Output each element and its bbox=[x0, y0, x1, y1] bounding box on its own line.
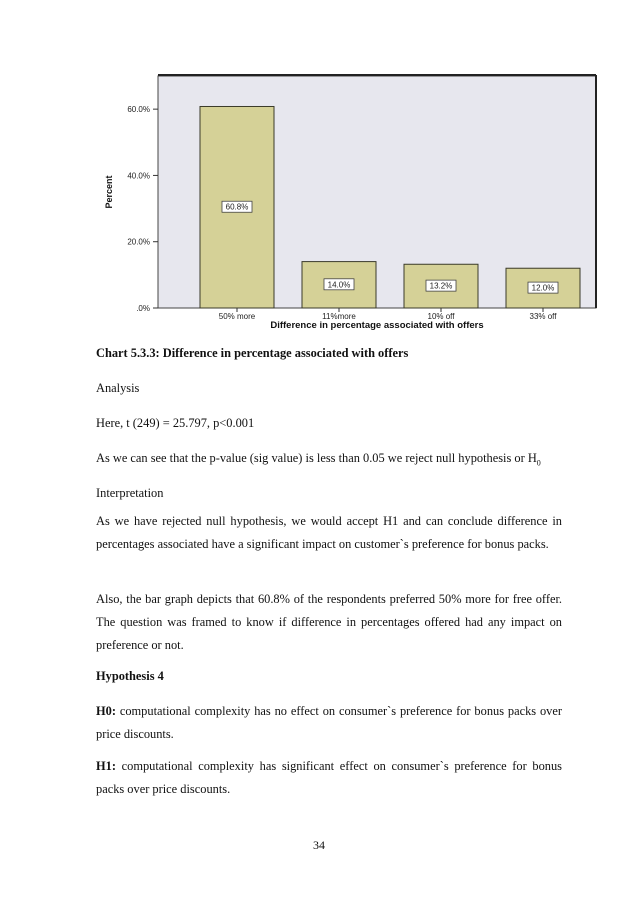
y-axis-title: Percent bbox=[104, 175, 114, 209]
bar-chart bbox=[96, 70, 600, 335]
x-tick-label: 10% off bbox=[427, 312, 455, 321]
data-label: 60.8% bbox=[225, 202, 249, 212]
y-axis bbox=[127, 105, 158, 313]
bar-graph-paragraph: Also, the bar graph depicts that 60.8% of the respondents preferred 50% more for free offer. The question was framed to know if difference in percentages offered had any impact on preference or not. bbox=[96, 592, 562, 652]
page-number: 34 bbox=[313, 838, 325, 852]
x-axis-title: Difference in percentage associated with offers bbox=[270, 320, 484, 331]
data-label: 13.2% bbox=[429, 281, 453, 291]
h1-text: computational complexity has significant effect on consumer`s preference for bonus packs over price discounts. bbox=[96, 759, 562, 796]
interpretation-label: Interpretation bbox=[96, 486, 164, 500]
h1-paragraph bbox=[96, 755, 562, 801]
chart-caption: Chart 5.3.3: Difference in percentage associated with offers bbox=[96, 346, 409, 360]
h0-text: computational complexity has no effect on consumer`s preference for bonus packs over price discounts. bbox=[96, 704, 562, 741]
pvalue-text: As we can see that the p-value (sig value) is less than 0.05 we reject null hypothesis or H bbox=[96, 451, 537, 465]
x-tick-label: 50% more bbox=[218, 312, 256, 321]
data-label: 12.0% bbox=[531, 283, 555, 293]
pvalue-line bbox=[96, 447, 562, 474]
h0-paragraph bbox=[96, 700, 562, 746]
data-label: 14.0% bbox=[327, 280, 351, 290]
y-tick-label: 20.0% bbox=[127, 237, 150, 247]
pvalue-subscript: 0 bbox=[536, 458, 541, 468]
interpretation-paragraph: As we have rejected null hypothesis, we would accept H1 and can conclude difference in percentages associated have a significant impact on customer`s preference for bonus packs. bbox=[96, 514, 562, 551]
bar-chart-svg bbox=[96, 70, 600, 335]
y-tick-label: 60.0% bbox=[127, 105, 150, 115]
y-tick-label: 40.0% bbox=[127, 171, 150, 181]
x-tick-label: 11%more bbox=[322, 312, 356, 321]
h0-label: H0: bbox=[96, 704, 116, 718]
analysis-label: Analysis bbox=[96, 381, 140, 395]
h1-label: H1: bbox=[96, 759, 116, 773]
x-tick-label: 33% off bbox=[529, 312, 557, 321]
statistic-line: Here, t (249) = 25.797, p<0.001 bbox=[96, 416, 255, 430]
y-tick-label: .0% bbox=[136, 304, 150, 313]
hypothesis-heading: Hypothesis 4 bbox=[96, 669, 164, 683]
